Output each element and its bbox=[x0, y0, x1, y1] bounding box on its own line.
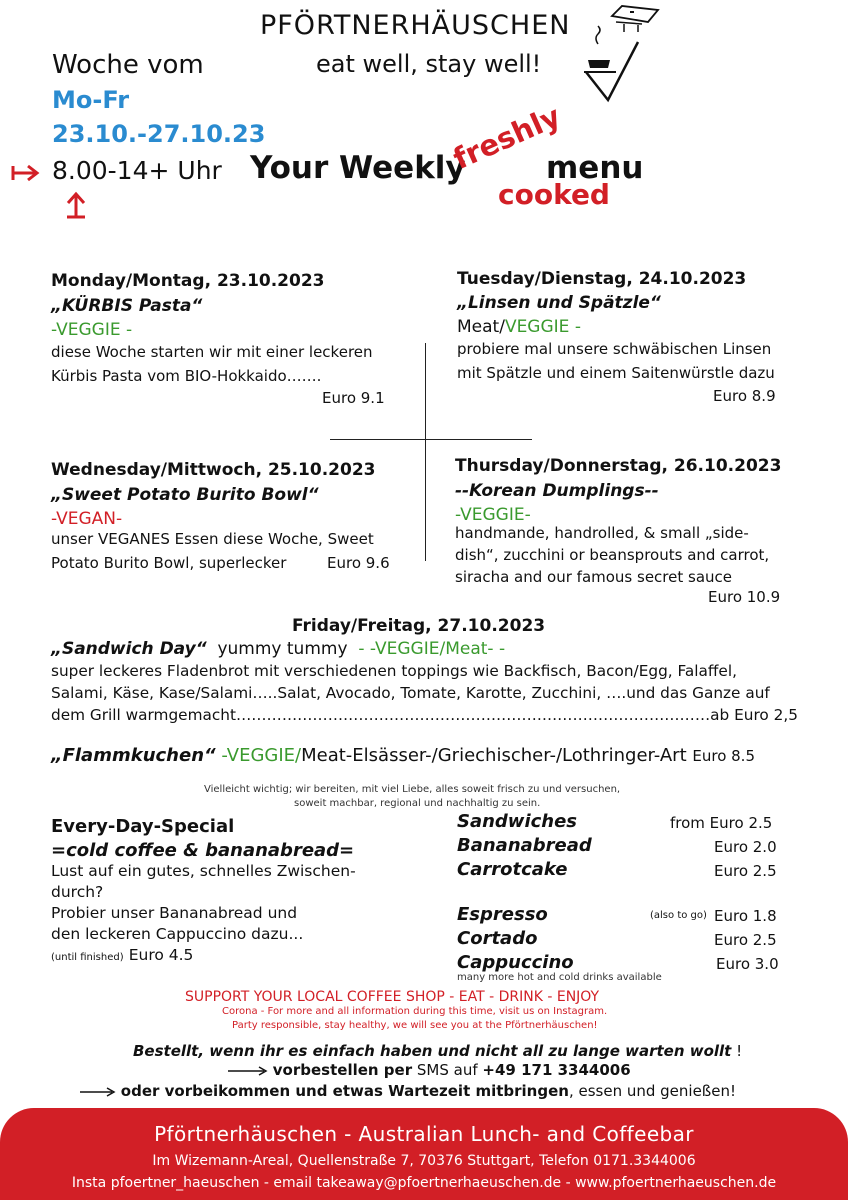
support-line-3: Party responsible, stay healthy, we will see you at the Pförtnerhäuschen! bbox=[232, 1020, 598, 1031]
list-item-price: from Euro 2.5 bbox=[670, 814, 773, 832]
note-line-2: soweit machbar, regional und nachhaltig zu sein. bbox=[294, 798, 541, 809]
support-headline: SUPPORT YOUR LOCAL COFFEE SHOP - EAT - DRINK - ENJOY bbox=[185, 989, 600, 1005]
weekly-title-menu: menu bbox=[546, 150, 644, 186]
tuesday-dish: „Linsen und Spätzle“ bbox=[457, 293, 661, 313]
wednesday-title: Wednesday/Mittwoch, 25.10.2023 bbox=[51, 460, 376, 480]
order-text-1-end: ! bbox=[731, 1042, 743, 1060]
days-range: Mo-Fr bbox=[52, 86, 130, 114]
arrow-up-icon bbox=[64, 190, 88, 220]
special-desc-3: Probier unser Bananabread und bbox=[51, 904, 298, 922]
vertical-divider bbox=[425, 343, 426, 561]
flammkuchen-line bbox=[51, 745, 755, 766]
thursday-dish: --Korean Dumplings-- bbox=[455, 481, 659, 501]
list-item-name: Sandwiches bbox=[457, 811, 578, 832]
weekly-title-cooked: cooked bbox=[498, 178, 610, 211]
drinks-note: many more hot and cold drinks available bbox=[457, 972, 662, 983]
wednesday-price: Euro 9.6 bbox=[327, 554, 390, 572]
order-line-1 bbox=[133, 1042, 742, 1060]
monday-tag: -VEGGIE - bbox=[51, 320, 133, 340]
flammkuchen-tag-veggie: -VEGGIE/ bbox=[215, 745, 302, 766]
tuesday-desc-1: probiere mal unsere schwäbischen Linsen bbox=[457, 340, 772, 358]
tuesday-tag-meat: Meat/ bbox=[457, 317, 505, 337]
thursday-desc-2: dish“, zucchini or beansprouts and carrot, bbox=[455, 546, 770, 564]
footer-bar bbox=[0, 1108, 848, 1200]
tuesday-tag-veggie: VEGGIE - bbox=[504, 317, 581, 337]
wednesday-tag: -VEGAN- bbox=[51, 509, 123, 529]
thursday-tag: -VEGGIE- bbox=[455, 505, 531, 525]
tagline: eat well, stay well! bbox=[316, 50, 542, 78]
footer-name: Pförtnerhäuschen - Australian Lunch- and Coffeebar bbox=[154, 1122, 694, 1146]
wednesday-desc-1: unser VEGANES Essen diese Woche, Sweet bbox=[51, 530, 374, 548]
arrow-right-icon bbox=[10, 163, 42, 183]
note-line-1: Vielleicht wichtig; wir bereiten, mit viel Liebe, alles soweit frisch zu und versuchen, bbox=[204, 784, 621, 795]
order-line-2 bbox=[228, 1061, 631, 1079]
friday-dish: „Sandwich Day“ bbox=[51, 639, 207, 659]
support-line-2: Corona - For more and all information during this time, visit us on Instagram. bbox=[222, 1006, 608, 1017]
order-preorder: vorbestellen per bbox=[272, 1061, 413, 1079]
list-item-price: Euro 2.5 bbox=[714, 931, 777, 949]
monday-price: Euro 9.1 bbox=[322, 389, 385, 407]
friday-tag-meat: Meat- - bbox=[445, 639, 506, 659]
special-title: Every-Day-Special bbox=[51, 816, 235, 837]
flammkuchen-dish: „Flammkuchen“ bbox=[51, 745, 216, 766]
special-until: (until finished) bbox=[51, 952, 124, 963]
special-desc-1: Lust auf ein gutes, schnelles Zwischen- bbox=[51, 862, 356, 880]
list-item-name: Cappuccino bbox=[457, 952, 574, 973]
thursday-desc-1: handmande, handrolled, & small „side- bbox=[455, 524, 749, 542]
long-arrow-icon bbox=[228, 1066, 268, 1076]
weekly-title-freshly: freshly bbox=[448, 98, 566, 176]
order-walkin: oder vorbeikommen und etwas Wartezeit mitbringen bbox=[120, 1082, 569, 1100]
wednesday-desc-2: Potato Burito Bowl, superlecker bbox=[51, 554, 287, 572]
tuesday-desc-2: mit Spätzle und einem Saitenwürstle dazu bbox=[457, 364, 775, 382]
order-enjoy: , essen und genießen! bbox=[568, 1082, 737, 1100]
list-item-price: Euro 2.5 bbox=[714, 862, 777, 880]
tuesday-tag bbox=[457, 317, 581, 337]
long-arrow-icon bbox=[80, 1087, 116, 1097]
special-desc-4: den leckeren Cappuccino dazu... bbox=[51, 925, 304, 943]
thursday-desc-3: siracha and our famous secret sauce bbox=[455, 568, 733, 586]
list-item-name: Cortado bbox=[457, 928, 538, 949]
footer-address: Im Wizemann-Areal, Quellenstraße 7, 70376 Stuttgart, Telefon 0171.3344006 bbox=[152, 1153, 696, 1169]
list-item-price: Euro 1.8 bbox=[714, 907, 777, 925]
list-item-price: Euro 3.0 bbox=[716, 955, 779, 973]
footer-contact[interactable]: Insta pfoertner_haeuschen - email takeaway@pfoertnerhaeuschen.de - www.pfoertnerhaeuschen.de bbox=[71, 1175, 777, 1191]
friday-desc-3: dem Grill warmgemacht…………………………………………………………………………………ab Euro 2,5 bbox=[51, 706, 798, 724]
horizontal-divider bbox=[330, 439, 532, 440]
weekly-title: Your Weekly bbox=[250, 150, 466, 186]
special-subtitle: =cold coffee & bananabread= bbox=[51, 840, 355, 861]
friday-desc-2: Salami, Käse, Kase/Salami…..Salat, Avocado, Tomate, Karotte, Zucchini, ….und das Ganze auf bbox=[51, 684, 770, 702]
list-item-note: (also to go) bbox=[650, 910, 707, 921]
tuesday-title: Tuesday/Dienstag, 24.10.2023 bbox=[457, 269, 747, 289]
special-price: Euro 4.5 bbox=[128, 946, 194, 964]
list-item-name: Carrotcake bbox=[457, 859, 568, 880]
friday-title: Friday/Freitag, 27.10.2023 bbox=[292, 616, 546, 636]
list-item-name: Bananabread bbox=[457, 835, 592, 856]
opening-hours: 8.00-14+ Uhr bbox=[52, 156, 222, 185]
week-label: Woche vom bbox=[52, 50, 204, 80]
list-item-price: Euro 2.0 bbox=[714, 838, 777, 856]
thursday-price: Euro 10.9 bbox=[708, 588, 781, 606]
special-price-line bbox=[51, 945, 193, 964]
brand-name: PFÖRTNERHÄUSCHEN bbox=[260, 10, 571, 41]
order-sms: SMS auf bbox=[416, 1061, 478, 1079]
special-desc-2: durch? bbox=[51, 883, 104, 901]
tuesday-price: Euro 8.9 bbox=[713, 387, 776, 405]
thursday-title: Thursday/Donnerstag, 26.10.2023 bbox=[455, 456, 782, 476]
date-range: 23.10.-27.10.23 bbox=[52, 120, 266, 148]
logo-icon bbox=[578, 2, 668, 106]
monday-title: Monday/Montag, 23.10.2023 bbox=[51, 271, 325, 291]
flammkuchen-variants: Meat-Elsässer-/Griechischer-/Lothringer-Art bbox=[301, 745, 687, 766]
order-phone[interactable]: +49 171 3344006 bbox=[482, 1061, 631, 1079]
friday-headline bbox=[51, 639, 505, 659]
monday-desc-1: diese Woche starten wir mit einer leckeren bbox=[51, 343, 373, 361]
friday-tag-veggie: - -VEGGIE/ bbox=[352, 639, 446, 659]
friday-desc-1: super leckeres Fladenbrot mit verschiedenen toppings wie Backfisch, Bacon/Egg, Falaffel, bbox=[51, 662, 737, 680]
flammkuchen-price: Euro 8.5 bbox=[692, 747, 755, 765]
order-line-3 bbox=[80, 1082, 736, 1100]
friday-subtitle: yummy tummy bbox=[217, 639, 348, 659]
order-text-1: Bestellt, wenn ihr es einfach haben und nicht all zu lange warten wollt bbox=[133, 1042, 732, 1060]
monday-dish: „KÜRBIS Pasta“ bbox=[51, 296, 203, 316]
monday-desc-2: Kürbis Pasta vom BIO-Hokkaido……. bbox=[51, 367, 322, 385]
wednesday-dish: „Sweet Potato Burito Bowl“ bbox=[51, 485, 319, 505]
list-item-name: Espresso bbox=[457, 904, 548, 925]
